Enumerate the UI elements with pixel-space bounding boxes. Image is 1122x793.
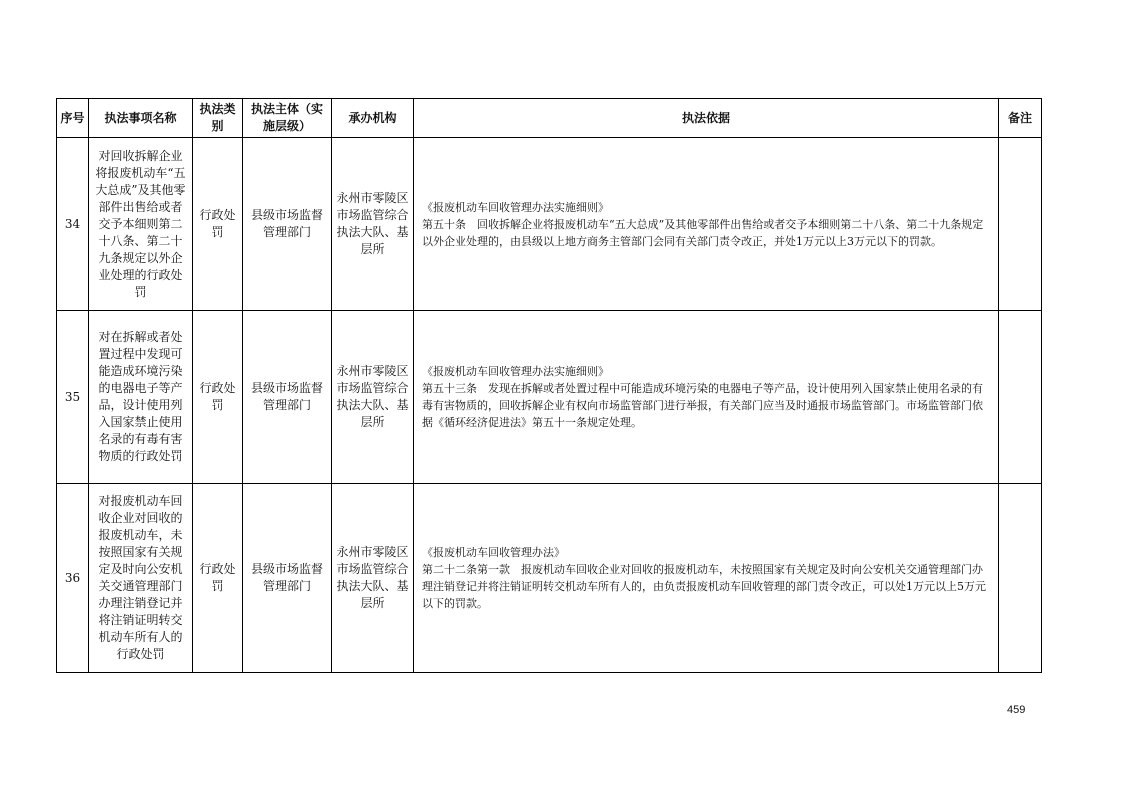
cell-category: 行政处罚 bbox=[193, 311, 243, 484]
cell-basis bbox=[414, 484, 999, 673]
cell-category: 行政处罚 bbox=[193, 484, 243, 673]
header-org: 承办机构 bbox=[332, 99, 414, 138]
header-basis: 执法依据 bbox=[414, 99, 999, 138]
basis-title: 《报废机动车回收管理办法实施细则》 bbox=[422, 365, 609, 378]
cell-org: 永州市零陵区市场监管综合执法大队、基层所 bbox=[332, 138, 414, 311]
header-subject: 执法主体（实施层级） bbox=[243, 99, 332, 138]
cell-remark bbox=[999, 484, 1042, 673]
basis-text: 第五十条 回收拆解企业将报废机动车“五大总成”及其他零部件出售给或者交予本细则第二十八条、第二十九条规定以外企业处理的，由县级以上地方商务主管部门会同有关部门责令改正，并处1万元以上3万元以下的罚款。 bbox=[422, 217, 984, 248]
cell-subject: 县级市场监督管理部门 bbox=[243, 484, 332, 673]
header-item-name: 执法事项名称 bbox=[89, 99, 193, 138]
cell-basis bbox=[414, 138, 999, 311]
header-remark: 备注 bbox=[999, 99, 1042, 138]
enforcement-table bbox=[56, 98, 1042, 673]
cell-item-name: 对在拆解或者处置过程中发现可能造成环境污染的电器电子等产品，设计使用列入国家禁止使用名录的有毒有害物质的行政处罚 bbox=[89, 311, 193, 484]
table-header-row bbox=[57, 99, 1042, 138]
basis-text: 第五十三条 发现在拆解或者处置过程中可能造成环境污染的电器电子等产品，设计使用列入国家禁止使用名录的有毒有害物质的，回收拆解企业有权向市场监管部门进行举报，有关部门应当及时通报市场监管部门。市场监管部门依据《循环经济促进法》第五十一条规定处理。 bbox=[422, 382, 983, 429]
page-number: 459 bbox=[1007, 704, 1026, 716]
cell-subject: 县级市场监督管理部门 bbox=[243, 311, 332, 484]
cell-seq: 35 bbox=[57, 311, 89, 484]
cell-org: 永州市零陵区市场监管综合执法大队、基层所 bbox=[332, 484, 414, 673]
cell-basis bbox=[414, 311, 999, 484]
cell-remark bbox=[999, 311, 1042, 484]
cell-item-name: 对报废机动车回收企业对回收的报废机动车，未按照国家有关规定及时向公安机关交通管理部门办理注销登记并将注销证明转交机动车所有人的行政处罚 bbox=[89, 484, 193, 673]
basis-text: 第二十二条第一款 报废机动车回收企业对回收的报废机动车，未按照国家有关规定及时向公安机关交通管理部门办理注销登记并将注销证明转交机动车所有人的，由负责报废机动车回收管理的部门责令改正，可以处1万元以上5万元以下的罚款。 bbox=[422, 563, 986, 610]
table-row bbox=[57, 484, 1042, 673]
table-row bbox=[57, 138, 1042, 311]
table-row bbox=[57, 311, 1042, 484]
cell-seq: 36 bbox=[57, 484, 89, 673]
cell-remark bbox=[999, 138, 1042, 311]
header-seq: 序号 bbox=[57, 99, 89, 138]
cell-category: 行政处罚 bbox=[193, 138, 243, 311]
cell-org: 永州市零陵区市场监管综合执法大队、基层所 bbox=[332, 311, 414, 484]
basis-title: 《报废机动车回收管理办法》 bbox=[422, 546, 565, 559]
header-category: 执法类别 bbox=[193, 99, 243, 138]
basis-title: 《报废机动车回收管理办法实施细则》 bbox=[422, 200, 609, 214]
cell-seq: 34 bbox=[57, 138, 89, 311]
cell-item-name: 对回收拆解企业将报废机动车“五大总成”及其他零部件出售给或者交予本细则第二十八条、第二十九条规定以外企业处理的行政处罚 bbox=[89, 138, 193, 311]
cell-subject: 县级市场监督管理部门 bbox=[243, 138, 332, 311]
